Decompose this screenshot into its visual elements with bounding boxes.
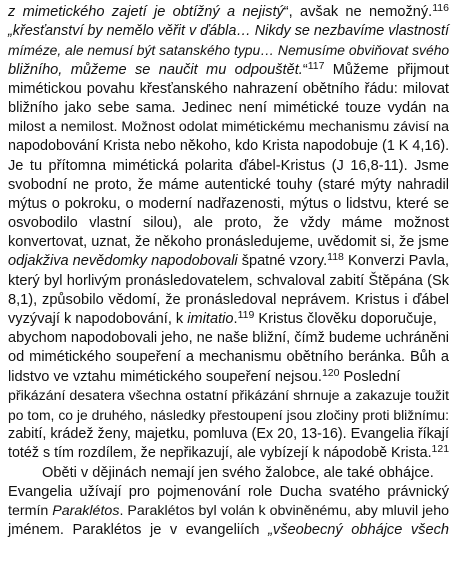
text-run: lidstvo ve vztahu mimétického soupeření nejsou.	[8, 368, 322, 385]
italic-text: z mimetického zajetí je obtížný a nejistý	[8, 4, 284, 20]
footnote-ref: 121	[431, 443, 450, 456]
text-line	[8, 137, 449, 156]
text-run: po tom, co je druhého, následky přestoupení jsou zločiny proti bližnímu:	[8, 406, 449, 423]
text-line	[8, 425, 449, 444]
text-run: Oběti v dějinách nemají jen svého žalobce, ale také obhájce.	[42, 464, 434, 481]
text-run: Kristus člověku doporučuje,	[254, 311, 437, 327]
text-line	[8, 252, 449, 271]
text-run: konvertovat, uznat, že někoho pronásledujeme, uvědomit si, že jsme	[8, 234, 450, 251]
text-line	[8, 233, 449, 252]
footnote-ref: 116	[432, 2, 449, 14]
text-run: abychom napodobovali jeho, ne naše bližní, čímž budeme uchráněni	[8, 330, 449, 347]
text-line	[8, 80, 449, 99]
text-line	[8, 348, 449, 367]
text-line	[8, 195, 449, 214]
text-run: bližního jako sebe sama. Jedinec není mimétické touze vydán na	[8, 99, 449, 116]
text-run: “	[302, 61, 308, 78]
text-line	[8, 291, 449, 310]
text-line	[8, 310, 449, 329]
text-line	[8, 387, 449, 406]
text-run: jménem. Paraklétos je v evangeliích	[8, 522, 269, 539]
document-body-text	[8, 3, 449, 540]
text-run: totéž s tím rozdílem, že nepřikazují, ale vybízejí k nápodobě Krista.	[8, 445, 432, 462]
italic-text: „křesťanství by nemělo věřit v ďábla… Nikdy se nezbavíme vlastností	[8, 23, 449, 40]
text-line	[8, 483, 449, 502]
text-run: Je tu přítomna mimétická polarita ďábel-Kristus (J 16,8-11). Jsme	[8, 157, 449, 174]
text-run: . Paraklétos byl volán k obviněnému, aby mluvil jeho	[119, 502, 450, 519]
text-line	[8, 41, 449, 60]
text-run: od mimétického soupeření a mechanismu obětního beránka. Bůh a	[8, 349, 449, 366]
text-run: špatné vzory.	[237, 253, 328, 270]
text-line	[8, 521, 449, 540]
text-run: termín	[8, 502, 53, 519]
text-line	[8, 214, 449, 233]
text-run: vyzývají k napodobování, k	[8, 311, 188, 327]
text-run: milost a nemilost. Možnost odolat mimétickému mechanismu závisí na	[8, 119, 450, 136]
text-line	[8, 99, 449, 118]
text-run: Poslední	[339, 368, 401, 385]
text-line	[8, 272, 449, 291]
text-line	[8, 464, 449, 483]
text-line	[8, 157, 449, 176]
text-run: .	[233, 311, 238, 327]
text-line	[8, 118, 449, 137]
text-run: Můžeme přijmout	[324, 61, 449, 78]
text-line	[8, 406, 449, 425]
text-run: mimétickou povahu křesťanského nahrazení obětního řádu: milovat	[8, 80, 449, 97]
text-line	[8, 329, 449, 348]
text-run: svobodní ne proto, že máme autentické touhy (staré mýty nahradil	[8, 176, 449, 193]
italic-text: bližního, můžeme se naučit mu odpouštět.	[8, 61, 303, 78]
text-run: Konverzi Pavla,	[343, 253, 450, 270]
text-line	[8, 368, 449, 387]
italic-text: imitatio	[187, 311, 234, 327]
italic-text: Paraklétos	[52, 502, 120, 519]
text-line	[8, 22, 449, 41]
text-run: Evangelia užívají pro pojmenování role Ducha svatého právnický	[8, 483, 449, 500]
italic-text: odjakživa nevědomky napodobovali	[8, 253, 238, 270]
text-run: mýtus o pokroku, o moderní nadřazenosti, mýtus o lidstvu, které se	[8, 195, 449, 212]
text-line	[8, 3, 449, 22]
text-run: který byl horlivým pronásledovatelem, schvaloval zabití Štěpána (Sk	[8, 272, 449, 289]
footnote-ref: 117	[307, 59, 325, 72]
text-run: 8,1), způsobilo vědomí, že pronásledoval neprávem. Kristus i ďábel	[8, 291, 449, 308]
footnote-ref: 119	[237, 309, 255, 321]
text-run: “, avšak ne nemožný.	[283, 4, 433, 20]
text-line	[8, 502, 449, 521]
text-line	[8, 444, 449, 463]
text-run: přikázání desatera všechna ostatní přikázání shrnuje a zakazuje toužit	[8, 387, 449, 404]
italic-text: „všeobecný obhájce všech	[268, 522, 450, 539]
text-run: osvobodilo vlastní silou), ale proto, že vždy máme možnost	[8, 215, 449, 232]
text-line	[8, 176, 449, 195]
text-line	[8, 61, 449, 80]
footnote-ref: 120	[321, 366, 340, 379]
italic-text: míméze, ale nemusí být satanského typu… Nemusíme obviňovat svého	[8, 42, 450, 59]
footnote-ref: 118	[327, 251, 344, 264]
text-run: zabití, krádež ženy, majetku, pomluva (Ex 20, 13-16). Evangelia říkají	[8, 426, 449, 443]
text-run: napodobování Krista nebo někoho, kdo Krista napodobuje (1 K 4,16).	[8, 138, 450, 155]
